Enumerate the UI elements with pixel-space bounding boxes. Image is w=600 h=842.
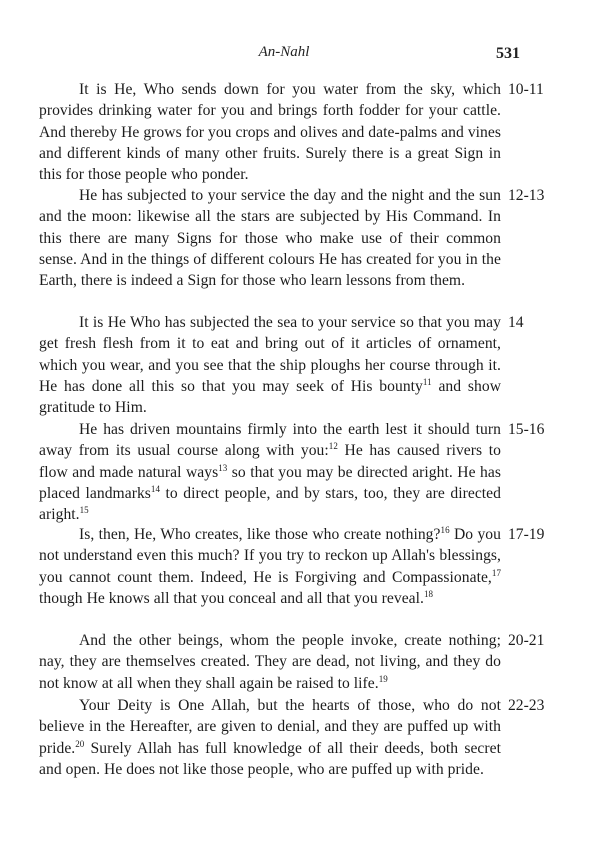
verse-reference: 12-13 xyxy=(508,187,545,204)
verse-reference: 14 xyxy=(508,314,524,331)
footnote-marker: 19 xyxy=(378,673,388,684)
verse-text xyxy=(39,79,501,185)
verse-text xyxy=(39,185,501,291)
verse-text-run: to direct people, and by stars, too, they are directed aright. xyxy=(39,484,501,524)
verse-text-run: and show gratitude to Him. xyxy=(39,377,502,417)
footnote-marker: 20 xyxy=(75,738,85,749)
footnote-marker: 15 xyxy=(79,505,89,515)
verse-text-run: though He knows all that you conceal and all that you reveal. xyxy=(39,589,424,607)
verse-text xyxy=(39,524,501,609)
verse-text-run: Surely Allah has full knowledge of all their deeds, both secret and open. He does not like those people, who are puffed up with pride. xyxy=(39,739,501,778)
verse-block-17-19 xyxy=(39,524,501,609)
verse-block-15-16 xyxy=(39,419,501,525)
verse-block-10-11 xyxy=(39,79,501,185)
verse-reference: 20-21 xyxy=(508,632,545,649)
footnote-marker: 18 xyxy=(423,588,434,599)
verse-reference: 17-19 xyxy=(508,526,545,543)
verse-block-22-23 xyxy=(39,695,501,780)
verse-reference: 15-16 xyxy=(508,421,545,438)
page-number: 531 xyxy=(496,45,520,62)
verse-reference: 22-23 xyxy=(508,697,545,714)
verse-text-run: He has driven mountains firmly into the earth lest it should turn away from its usual course along with you: xyxy=(39,421,501,460)
verse-text-run: And the other beings, whom the people invoke, create nothing; nay, they are themselves created. They are dead, not living, and they do not know at all when they shall again be raised to life. xyxy=(39,632,501,692)
footnote-marker: 12 xyxy=(328,441,338,452)
running-header-title: An-Nahl xyxy=(258,44,310,60)
verse-block-12-13 xyxy=(39,185,501,291)
verse-text xyxy=(39,630,501,694)
verse-block-20-21 xyxy=(39,630,501,694)
footnote-marker: 14 xyxy=(150,483,161,494)
verse-text-run: Your Deity is One Allah, but the hearts of those, who do not believe in the Hereafter, are given to denial, and they are puffed up with pride. xyxy=(39,697,501,757)
verse-block-14 xyxy=(39,312,501,418)
verse-text-run: It is He Who has subjected the sea to your service so that you may get fresh flesh from it to eat and bring out of it articles of ornament, which you wear, and you see that the ship ploughs her course through it. He has done all this so that you may seek of His bounty xyxy=(39,314,501,395)
verse-text-run: so that you may be directed aright. He has placed landmarks xyxy=(39,463,501,502)
verse-text-run: Do you not understand even this much? If you try to reckon up Allah's blessings, you cannot count them. Indeed, He is Forgiving and Compassionate, xyxy=(39,526,501,586)
verse-text xyxy=(39,419,501,525)
verse-reference: 10-11 xyxy=(508,81,544,98)
verse-text-run: Is, then, He, Who creates, like those who create nothing? xyxy=(79,526,441,543)
footnote-marker: 17 xyxy=(491,567,501,578)
verse-text-run: It is He, Who sends down for you water from the sky, which provides drinking water for you and brings forth fodder for your cattle. And thereby He grows for you crops and olives and date-palms and vines and different kinds of many other fruits. Surely there is a great Sign in this for those people who ponder. xyxy=(39,81,501,184)
verse-text xyxy=(39,695,501,780)
footnote-marker: 11 xyxy=(422,376,432,387)
verse-text xyxy=(39,312,501,418)
footnote-marker: 13 xyxy=(218,462,228,473)
footnote-marker: 16 xyxy=(440,524,450,535)
verse-text-run: He has subjected to your service the day and the night and the sun and the moon: likewise all the stars are subjected by His Command. In this there are many Signs for those who make use of their common sense. And in the things of different colours He has created for you in the Earth, there is indeed a Sign for those who learn lessons from them. xyxy=(39,187,501,290)
verse-text-run: He has caused rivers to flow and made natural ways xyxy=(39,442,501,481)
